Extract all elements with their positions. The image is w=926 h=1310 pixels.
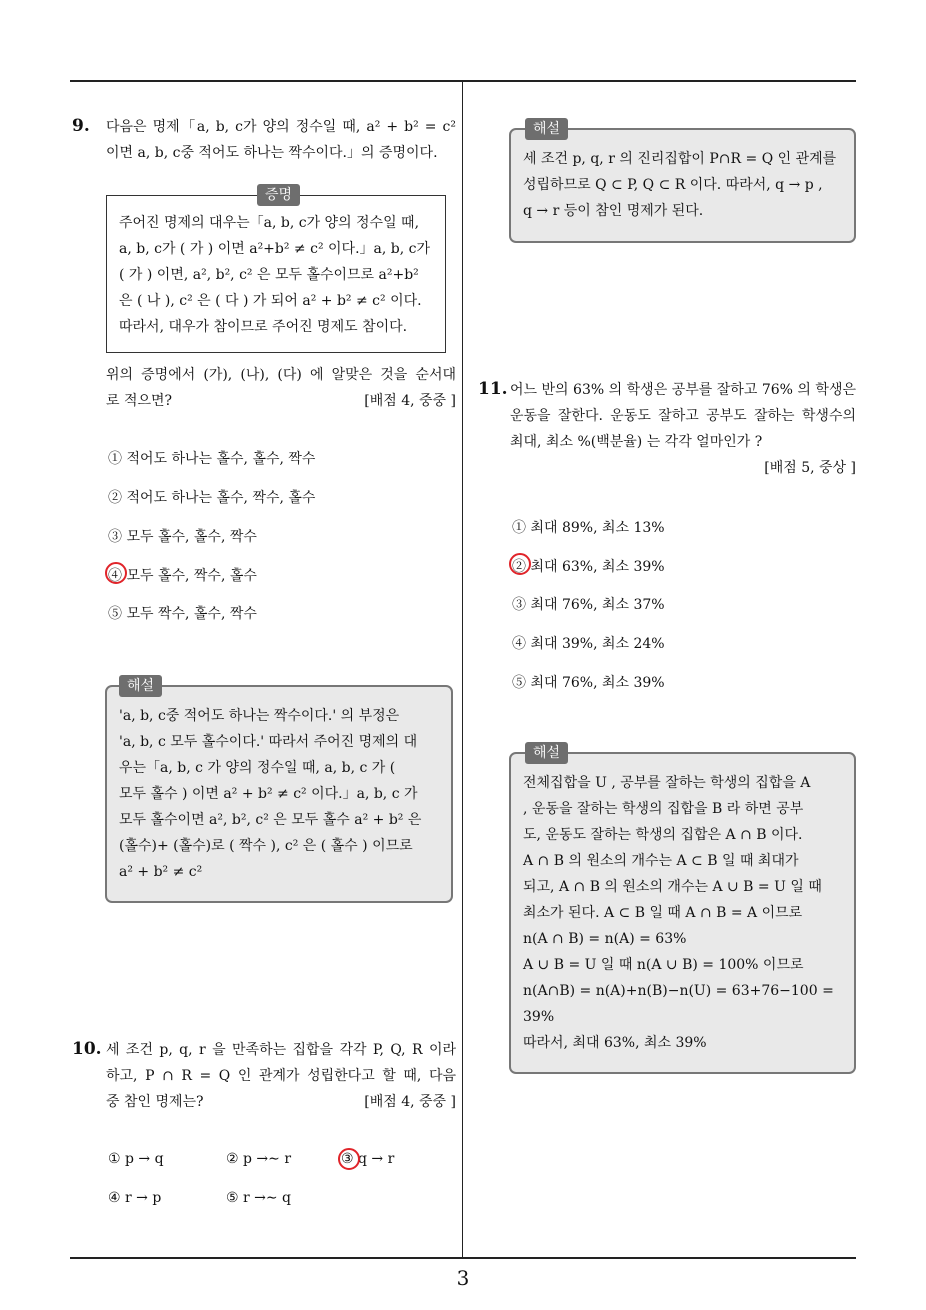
proof-line: 주어진 명제의 대우는「a, b, c가 양의 정수일 때, bbox=[119, 215, 420, 231]
solution-line: a² + b² ≠ c² bbox=[119, 864, 203, 880]
column-divider bbox=[462, 81, 463, 1257]
question-11-choice-4[interactable]: ④ 최대 39%, 최소 24% bbox=[512, 636, 665, 652]
proof-line: 따라서, 대우가 참이므로 주어진 명제도 참이다. bbox=[119, 319, 408, 335]
solution-tag: 해설 bbox=[525, 742, 568, 764]
question-10-number: 10. bbox=[72, 1039, 102, 1059]
question-11-choice-1[interactable]: ① 최대 89%, 최소 13% bbox=[512, 520, 665, 536]
solution-line: 모두 홀수 ) 이면 a² + b² ≠ c² 이다.」a, b, c 가 bbox=[119, 786, 418, 802]
question-9-stem bbox=[106, 114, 456, 166]
solution-line: 'a, b, c 모두 홀수이다.' 따라서 주어진 명제의 대 bbox=[119, 734, 418, 750]
question-11-number: 11. bbox=[478, 379, 508, 399]
solution-line: 전체집합을 U , 공부를 잘하는 학생의 집합을 A bbox=[523, 775, 811, 791]
solution-line: n(A∩B) = n(A)+n(B)−n(U) = 63+76−100 = bbox=[523, 983, 834, 999]
question-9-choice-4[interactable]: ④ 모두 홀수, 짝수, 홀수 bbox=[108, 568, 257, 584]
answer-mark-circle bbox=[105, 562, 127, 584]
solution-line: 모두 홀수이면 a², b², c² 은 모두 홀수 a² + b² 은 bbox=[119, 812, 422, 828]
answer-mark-circle bbox=[338, 1148, 360, 1170]
question-11-choice-5[interactable]: ⑤ 최대 76%, 최소 39% bbox=[512, 675, 665, 691]
question-11-stem-line: 운동을 잘한다. 운동도 잘하고 공부도 잘하는 학생수의 bbox=[510, 408, 856, 424]
proof-line: 은 ( 나 ), c² 은 ( 다 ) 가 되어 a² + b² ≠ c² 이다. bbox=[119, 293, 422, 309]
question-9-choice-1[interactable]: ① 적어도 하나는 홀수, 홀수, 짝수 bbox=[108, 451, 316, 467]
solution-line: 성립하므로 Q ⊂ P, Q ⊂ R 이다. 따라서, q → p , bbox=[523, 177, 823, 193]
question-9-ask-line2: 로 적으면? bbox=[106, 393, 173, 409]
solution-line: 따라서, 최대 63%, 최소 39% bbox=[523, 1035, 707, 1051]
solution-line: A ∪ B = U 일 때 n(A ∪ B) = 100% 이므로 bbox=[523, 957, 804, 973]
question-9-solution-box bbox=[105, 678, 453, 903]
question-10-choice-3[interactable]: ③ q → r bbox=[341, 1151, 395, 1167]
question-11-choice-3[interactable]: ③ 최대 76%, 최소 37% bbox=[512, 597, 665, 613]
answer-mark-circle bbox=[509, 553, 531, 575]
solution-line: 'a, b, c중 적어도 하나는 짝수이다.' 의 부정은 bbox=[119, 708, 400, 724]
solution-line: 되고, A ∩ B 의 원소의 개수는 A ∪ B = U 일 때 bbox=[523, 879, 822, 895]
question-9-number: 9. bbox=[72, 116, 90, 136]
question-11-solution-box bbox=[509, 745, 856, 1074]
question-9-ask-line: 위의 증명에서 (가), (나), (다) 에 알맞은 것을 순서대 bbox=[106, 367, 456, 383]
question-9-points: [배점 4, 중중 ] bbox=[364, 393, 456, 409]
question-10-choice-2[interactable]: ② p →∼ r bbox=[226, 1151, 292, 1167]
question-10-stem-line: 하고, P ∩ R = Q 인 관계가 성립한다고 할 때, 다음 bbox=[106, 1068, 456, 1084]
question-9-stem-line: 이면 a, b, c중 적어도 하나는 짝수이다.」의 증명이다. bbox=[106, 145, 438, 161]
question-10-stem-line bbox=[106, 1089, 456, 1115]
page-number: 3 bbox=[456, 1266, 470, 1290]
question-10-stem-line: 세 조건 p, q, r 을 만족하는 집합을 각각 P, Q, R 이라 bbox=[106, 1042, 456, 1058]
proof-box bbox=[106, 187, 446, 353]
solution-line: (홀수)+ (홀수)로 ( 짝수 ), c² 은 ( 홀수 ) 이므로 bbox=[119, 838, 413, 854]
question-10-solution-box bbox=[509, 121, 856, 243]
question-9-ask-line bbox=[106, 388, 456, 414]
solution-line: n(A ∩ B) = n(A) = 63% bbox=[523, 931, 687, 947]
question-11-stem bbox=[510, 377, 856, 481]
solution-line: 39% bbox=[523, 1009, 555, 1025]
solution-line: 최소가 된다. A ⊂ B 일 때 A ∩ B = A 이므로 bbox=[523, 905, 803, 921]
solution-line: 도, 운동도 잘하는 학생의 집합은 A ∩ B 이다. bbox=[523, 827, 803, 843]
proof-line: ( 가 ) 이면, a², b², c² 은 모두 홀수이므로 a²+b² bbox=[119, 267, 419, 283]
top-rule bbox=[70, 80, 856, 82]
question-10-stem bbox=[106, 1037, 456, 1115]
question-9-choice-2[interactable]: ② 적어도 하나는 홀수, 짝수, 홀수 bbox=[108, 490, 316, 506]
question-11-stem-line: 어느 반의 63% 의 학생은 공부를 잘하고 76% 의 학생은 bbox=[510, 382, 856, 398]
solution-line: A ∩ B 의 원소의 개수는 A ⊂ B 일 때 최대가 bbox=[523, 853, 799, 869]
solution-line: 세 조건 p, q, r 의 진리집합이 P∩R = Q 인 관계를 bbox=[523, 151, 837, 167]
solution-tag: 해설 bbox=[525, 118, 568, 140]
solution-line: q → r 등이 참인 명제가 된다. bbox=[523, 203, 704, 219]
question-9-stem-line: 다음은 명제「a, b, c가 양의 정수일 때, a² + b² = c² bbox=[106, 119, 456, 135]
solution-line: 우는「a, b, c 가 양의 정수일 때, a, b, c 가 ( bbox=[119, 760, 396, 776]
question-9-choice-3[interactable]: ③ 모두 홀수, 홀수, 짝수 bbox=[108, 529, 257, 545]
question-11-choice-2[interactable]: ② 최대 63%, 최소 39% bbox=[512, 559, 665, 575]
question-10-choice-4[interactable]: ④ r → p bbox=[108, 1190, 162, 1206]
solution-line: , 운동을 잘하는 학생의 집합을 B 라 하면 공부 bbox=[523, 801, 804, 817]
proof-line: a, b, c가 ( 가 ) 이면 a²+b² ≠ c² 이다.」a, b, c가 bbox=[119, 241, 430, 257]
question-10-choice-1[interactable]: ① p → q bbox=[108, 1151, 164, 1167]
bottom-rule bbox=[70, 1257, 856, 1259]
question-9-ask bbox=[106, 362, 456, 414]
question-10-stem-line3: 중 참인 명제는? bbox=[106, 1094, 204, 1110]
question-10-points: [배점 4, 중중 ] bbox=[364, 1094, 456, 1110]
question-9-choice-5[interactable]: ⑤ 모두 짝수, 홀수, 짝수 bbox=[108, 606, 257, 622]
question-10-choice-5[interactable]: ⑤ r →∼ q bbox=[226, 1190, 292, 1206]
question-11-points: [배점 5, 중상 ] bbox=[764, 460, 856, 476]
solution-tag: 해설 bbox=[119, 675, 162, 697]
question-11-stem-line: 최대, 최소 %(백분율) 는 각각 얼마인가 ? bbox=[510, 434, 763, 450]
proof-tag: 증명 bbox=[257, 184, 300, 206]
